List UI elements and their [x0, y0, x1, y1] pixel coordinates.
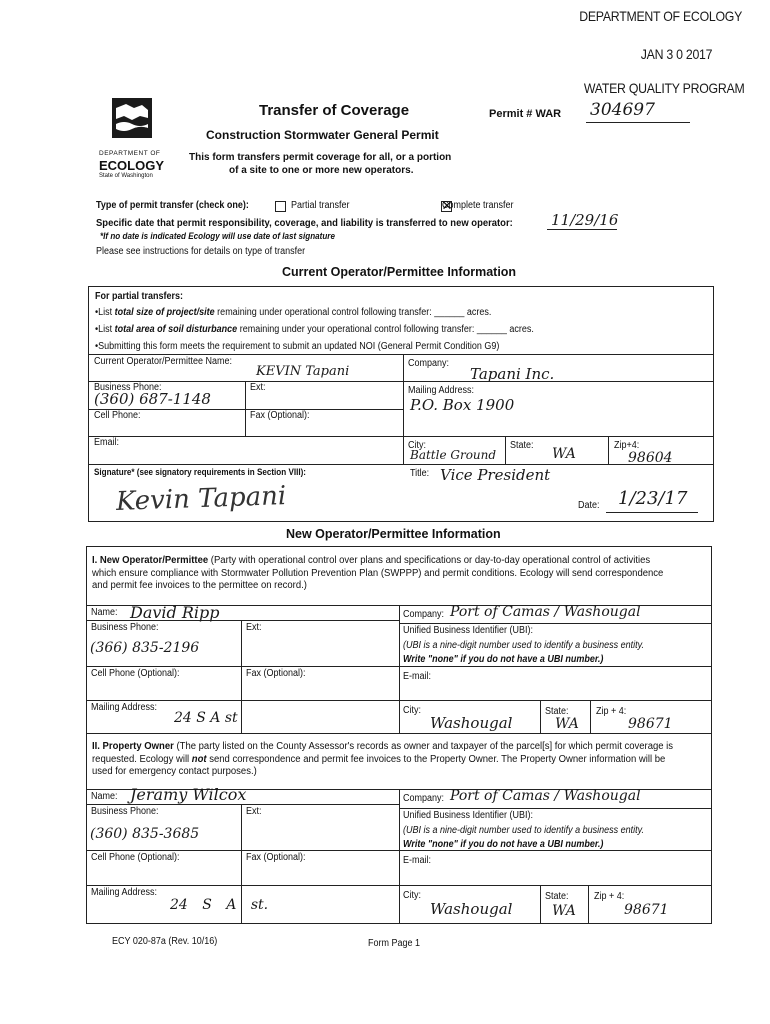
current-mailing-label: Mailing Address: [408, 385, 475, 396]
partial-bullet-2: •List total area of soil disturbance remaining under your operational control following transfer: ______ acres. [95, 324, 534, 335]
owner-zip-value[interactable]: 98671 [624, 902, 669, 918]
transfer-instructions: Please see instructions for details on type of transfer [96, 246, 306, 257]
current-name-value[interactable]: KEVIN Tapani [256, 364, 350, 379]
form-description-1: This form transfers permit coverage for all, or a portion [189, 152, 452, 163]
current-operator-heading: Current Operator/Permittee Information [282, 265, 517, 279]
new-state-value[interactable]: WA [555, 716, 579, 732]
owner-company-label: Company: [403, 793, 445, 804]
owner-city-value[interactable]: Washougal [430, 900, 513, 918]
new-email-label: E-mail: [403, 671, 432, 682]
current-phone-value[interactable]: (360) 687-1148 [94, 390, 211, 408]
form-title: Transfer of Coverage [259, 102, 410, 119]
partial-heading: For partial transfers: [95, 291, 184, 302]
new-zip-value[interactable]: 98671 [628, 716, 673, 732]
partial-bullet-1: •List total size of project/site remaining under operational control following transfer: ______ acres. [95, 307, 492, 318]
new-operator-heading: New Operator/Permittee Information [286, 527, 501, 541]
current-city-label: City: [408, 440, 426, 451]
new-ubi-note-1: (UBI is a nine-digit number used to identify a business entity. [403, 640, 644, 651]
transfer-type-label: Type of permit transfer (check one): [96, 200, 249, 211]
form-page: Form Page 1 [368, 938, 421, 949]
current-ext-label: Ext: [250, 382, 266, 393]
owner-state-label: State: [545, 891, 569, 902]
current-signature-value[interactable]: Kevin Tapani [115, 481, 287, 517]
owner-ubi-note-1: (UBI is a nine-digit number used to identify a business entity. [403, 825, 644, 836]
current-cell-label: Cell Phone: [94, 410, 141, 421]
owner-fax-label: Fax (Optional): [246, 852, 306, 863]
current-date-value[interactable]: 1/23/17 [618, 488, 688, 509]
current-date-label: Date: [578, 500, 600, 511]
owner-zip-label: Zip + 4: [594, 891, 625, 902]
received-stamp-department: DEPARTMENT OF ECOLOGY [579, 8, 742, 24]
ecology-logo-icon [112, 98, 152, 146]
new-mailing-label: Mailing Address: [91, 702, 158, 713]
owner-cell-label: Cell Phone (Optional): [91, 852, 180, 863]
partial-bullet-3: •Submitting this form meets the requirement to submit an updated NOI (General Permit Condition G9) [95, 341, 500, 352]
new-company-label: Company: [403, 609, 445, 620]
new-phone-value[interactable]: (366) 835-2196 [90, 640, 200, 656]
new-fax-label: Fax (Optional): [246, 668, 306, 679]
current-mailing-value[interactable]: P.O. Box 1900 [410, 396, 515, 414]
owner-mailing-value[interactable]: 24 S A st. [170, 897, 269, 913]
current-title-value[interactable]: Vice President [440, 466, 551, 484]
new-state-label: State: [545, 706, 569, 717]
current-signature-label: Signature* (see signatory requirements in Section VIII): [94, 467, 307, 477]
logo-name: ECOLOGY [99, 158, 165, 173]
new-name-label: Name: [91, 607, 118, 618]
current-zip-label: Zip+4: [614, 440, 640, 451]
logo-state: State of Washington [99, 173, 153, 179]
current-title-label: Title: [410, 468, 430, 479]
new-zip-label: Zip + 4: [596, 706, 627, 717]
current-email-label: Email: [94, 437, 120, 448]
logo-department: DEPARTMENT OF [99, 150, 161, 157]
new-city-value[interactable]: Washougal [430, 714, 513, 732]
current-fax-label: Fax (Optional): [250, 410, 310, 421]
owner-name-label: Name: [91, 791, 118, 802]
current-city-value[interactable]: Battle Ground [410, 448, 497, 462]
permit-label: Permit # WAR [489, 108, 562, 120]
permit-number: 304697 [590, 100, 655, 120]
owner-company-value[interactable]: Port of Camas / Washougal [450, 788, 641, 804]
owner-ext-label: Ext: [246, 806, 262, 817]
new-ubi-note-2: Write "none" if you do not have a UBI number.) [403, 654, 604, 665]
current-phone-label: Business Phone: [94, 382, 162, 393]
new-operator-section-text: I. New Operator/Permittee (Party with operational control over plans and specifications or day-to-day operational control of activities which ensure compliance with Stormwater Pollution Prevention Plan (SWPPP) and permit conditions. Ecology will send correspondence and permit fee invoices to the permittee on record.) [92, 555, 664, 591]
form-subtitle: Construction Stormwater General Permit [206, 128, 439, 142]
partial-transfer-checkbox[interactable] [275, 201, 286, 212]
owner-name-value[interactable]: Jeramy Wilcox [130, 785, 247, 804]
form-description-2: of a site to one or more new operators. [229, 165, 414, 176]
owner-section-text: II. Property Owner (The party listed on the County Assessor's records as owner and taxpayer of the parcel[s] for which permit coverage is requested. Ecology will not send correspondence and permit fee invoices to the Property Owner. The Property Owner information will be used for emergency contact purposes.) [92, 741, 674, 777]
new-ubi-label: Unified Business Identifier (UBI): [403, 625, 534, 636]
current-state-label: State: [510, 440, 534, 451]
form-id: ECY 020-87a (Rev. 10/16) [112, 936, 218, 947]
new-cell-label: Cell Phone (Optional): [91, 668, 180, 679]
owner-phone-label: Business Phone: [91, 806, 159, 817]
owner-mailing-label: Mailing Address: [91, 887, 158, 898]
owner-city-label: City: [403, 890, 421, 901]
transfer-date-value: 11/29/16 [551, 211, 619, 229]
complete-transfer-label: Complete transfer [442, 200, 514, 211]
received-stamp-date: JAN 3 0 2017 [640, 46, 712, 62]
new-name-value[interactable]: David Ripp [130, 603, 220, 622]
new-phone-label: Business Phone: [91, 622, 159, 633]
current-company-label: Company: [408, 358, 450, 369]
current-state-value[interactable]: WA [552, 446, 576, 462]
new-company-value[interactable]: Port of Camas / Washougal [450, 604, 641, 620]
new-mailing-value[interactable]: 24 S A st [174, 710, 238, 726]
owner-ubi-label: Unified Business Identifier (UBI): [403, 810, 534, 821]
transfer-date-note: *If no date is indicated Ecology will use date of last signature [100, 231, 335, 241]
new-city-label: City: [403, 705, 421, 716]
owner-phone-value[interactable]: (360) 835-3685 [90, 826, 200, 842]
transfer-date-label: Specific date that permit responsibility, coverage, and liability is transferred to new operator: [96, 217, 513, 229]
current-name-label: Current Operator/Permittee Name: [94, 356, 233, 367]
received-stamp-program: WATER QUALITY PROGRAM [583, 80, 744, 96]
owner-email-label: E-mail: [403, 855, 432, 866]
owner-ubi-note-2: Write "none" if you do not have a UBI number.) [403, 839, 604, 850]
current-zip-value[interactable]: 98604 [628, 450, 673, 466]
new-ext-label: Ext: [246, 622, 262, 633]
owner-state-value[interactable]: WA [552, 903, 576, 919]
current-company-value[interactable]: Tapani Inc. [470, 365, 555, 383]
partial-transfer-label: Partial transfer [291, 200, 350, 211]
